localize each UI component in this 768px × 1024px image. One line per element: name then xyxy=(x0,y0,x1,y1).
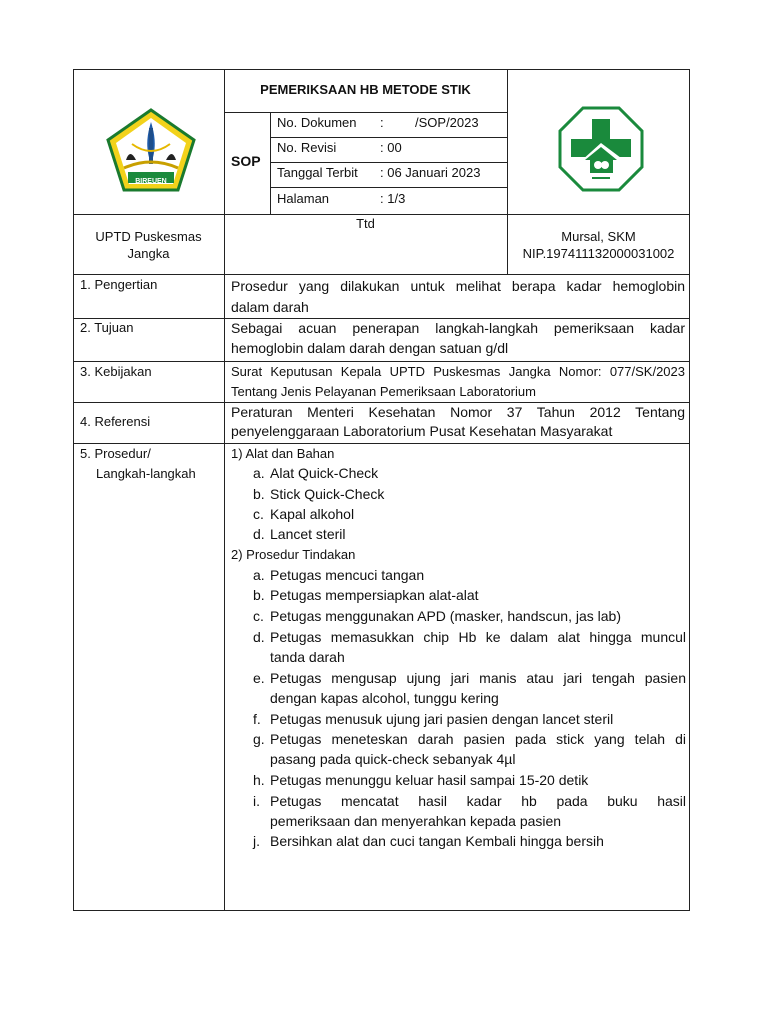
tindakan-marker: f. xyxy=(253,711,261,727)
grid-line xyxy=(270,187,507,188)
grid-line xyxy=(73,402,690,403)
tindakan-item: Petugas meneteskan darah pasien pada stick yang telah di xyxy=(270,731,686,747)
section-label-tujuan: 2. Tujuan xyxy=(80,320,134,335)
tindakan-item: Petugas menusuk ujung jari pasien dengan lancet steril xyxy=(270,711,614,727)
alat-heading: 1) Alat dan Bahan xyxy=(231,446,335,461)
regency-logo xyxy=(106,108,196,194)
alat-item: Alat Quick-Check xyxy=(270,465,379,481)
doc-number-sep: : xyxy=(380,115,384,130)
tindakan-heading: 2) Prosedur Tindakan xyxy=(231,547,356,562)
kebijakan-text-line1: Surat Keputusan Kepala UPTD Puskesmas Jangka Nomor: 077/SK/2023 xyxy=(231,364,685,379)
tindakan-item-cont: tanda darah xyxy=(270,649,345,665)
alat-marker: c. xyxy=(253,506,264,522)
alat-item: Lancet steril xyxy=(270,526,346,542)
grid-line xyxy=(507,69,508,214)
tindakan-marker: c. xyxy=(253,608,264,624)
tindakan-marker: d. xyxy=(253,629,265,645)
tindakan-item: Petugas mengusap ujung jari manis atau jari tengah pasien xyxy=(270,670,686,686)
tindakan-item-cont: dengan kapas alcohol, tunggu kering xyxy=(270,690,499,706)
issue-date-label: Tanggal Terbit xyxy=(277,165,358,180)
tindakan-marker: g. xyxy=(253,731,265,747)
org-name-line1: UPTD Puskesmas xyxy=(95,229,202,244)
tindakan-marker: e. xyxy=(253,670,265,686)
referensi-text-line1: Peraturan Menteri Kesehatan Nomor 37 Tahun 2012 Tentang xyxy=(231,404,685,420)
grid-line xyxy=(270,112,271,214)
page-value: : 1/3 xyxy=(380,191,406,206)
document-title: PEMERIKSAAN HB METODE STIK xyxy=(260,82,471,97)
tindakan-marker: a. xyxy=(253,567,265,583)
tindakan-item: Bersihkan alat dan cuci tangan Kembali hingga bersih xyxy=(270,833,604,849)
logo-caption: BIREUEN xyxy=(135,178,167,185)
doc-number-label: No. Dokumen xyxy=(277,115,357,130)
tindakan-marker: j. xyxy=(253,833,260,849)
referensi-text-line2: penyelenggaraan Laboratorium Pusat Kesehatan Masyarakat xyxy=(231,423,613,439)
grid-line xyxy=(73,443,690,444)
alat-marker: d. xyxy=(253,526,265,542)
section-label-prosedur-line2: Langkah-langkah xyxy=(96,466,196,481)
grid-line xyxy=(270,137,507,138)
alat-marker: b. xyxy=(253,486,265,502)
puskesmas-logo xyxy=(557,105,645,193)
grid-line xyxy=(73,214,690,215)
grid-line xyxy=(224,69,225,911)
tindakan-item: Petugas mencatat hasil kadar hb pada buku hasil xyxy=(270,793,686,809)
tindakan-item-cont: pasang pada quick-check sebanyak 4µl xyxy=(270,751,516,767)
tindakan-marker: i. xyxy=(253,793,260,809)
kebijakan-text-line2: Tentang Jenis Pelayanan Pemeriksaan Laboratorium xyxy=(231,384,536,399)
tujuan-text-line2: hemoglobin dalam darah dengan satuan g/dl xyxy=(231,340,509,356)
alat-item: Kapal alkohol xyxy=(270,506,355,522)
tindakan-item: Petugas mempersiapkan alat-alat xyxy=(270,587,479,603)
signer-name: Mursal, SKM xyxy=(561,229,636,244)
tindakan-item: Petugas mencuci tangan xyxy=(270,567,425,583)
alat-item: Stick Quick-Check xyxy=(270,486,385,502)
pengertian-text-line2: dalam darah xyxy=(231,299,309,315)
grid-line xyxy=(73,318,690,319)
grid-line xyxy=(73,361,690,362)
grid-line xyxy=(73,274,690,275)
tindakan-marker: b. xyxy=(253,587,265,603)
org-name-line2: Jangka xyxy=(127,246,170,261)
alat-marker: a. xyxy=(253,465,265,481)
signer-nip: NIP.197411132000031002 xyxy=(522,246,675,261)
tindakan-item-cont: pemeriksaan dan menyerahkan kepada pasien xyxy=(270,813,562,829)
page-label: Halaman xyxy=(277,191,330,206)
grid-line xyxy=(270,162,507,163)
tindakan-item: Petugas memasukkan chip Hb ke dalam alat hingga muncul xyxy=(270,629,686,645)
tindakan-item: Petugas menggunakan APD (masker, handscun, jas lab) xyxy=(270,608,621,624)
sop-label: SOP xyxy=(231,153,261,169)
grid-line xyxy=(224,112,507,113)
revision-label: No. Revisi xyxy=(277,140,337,155)
revision-value: : 00 xyxy=(380,140,402,155)
section-label-prosedur: 5. Prosedur/ xyxy=(80,446,151,461)
signature-ttd: Ttd xyxy=(356,216,375,231)
tujuan-text-line1: Sebagai acuan penerapan langkah-langkah pemeriksaan kadar xyxy=(231,320,685,336)
section-label-kebijakan: 3. Kebijakan xyxy=(80,364,152,379)
issue-date-value: : 06 Januari 2023 xyxy=(380,165,481,180)
doc-number-value: /SOP/2023 xyxy=(415,115,479,130)
section-label-referensi: 4. Referensi xyxy=(80,414,151,429)
tindakan-marker: h. xyxy=(253,772,265,788)
tindakan-item: Petugas menunggu keluar hasil sampai 15-20 detik xyxy=(270,772,589,788)
pengertian-text-line1: Prosedur yang dilakukan untuk melihat berapa kadar hemoglobin xyxy=(231,278,685,294)
section-label-pengertian: 1. Pengertian xyxy=(80,277,158,292)
